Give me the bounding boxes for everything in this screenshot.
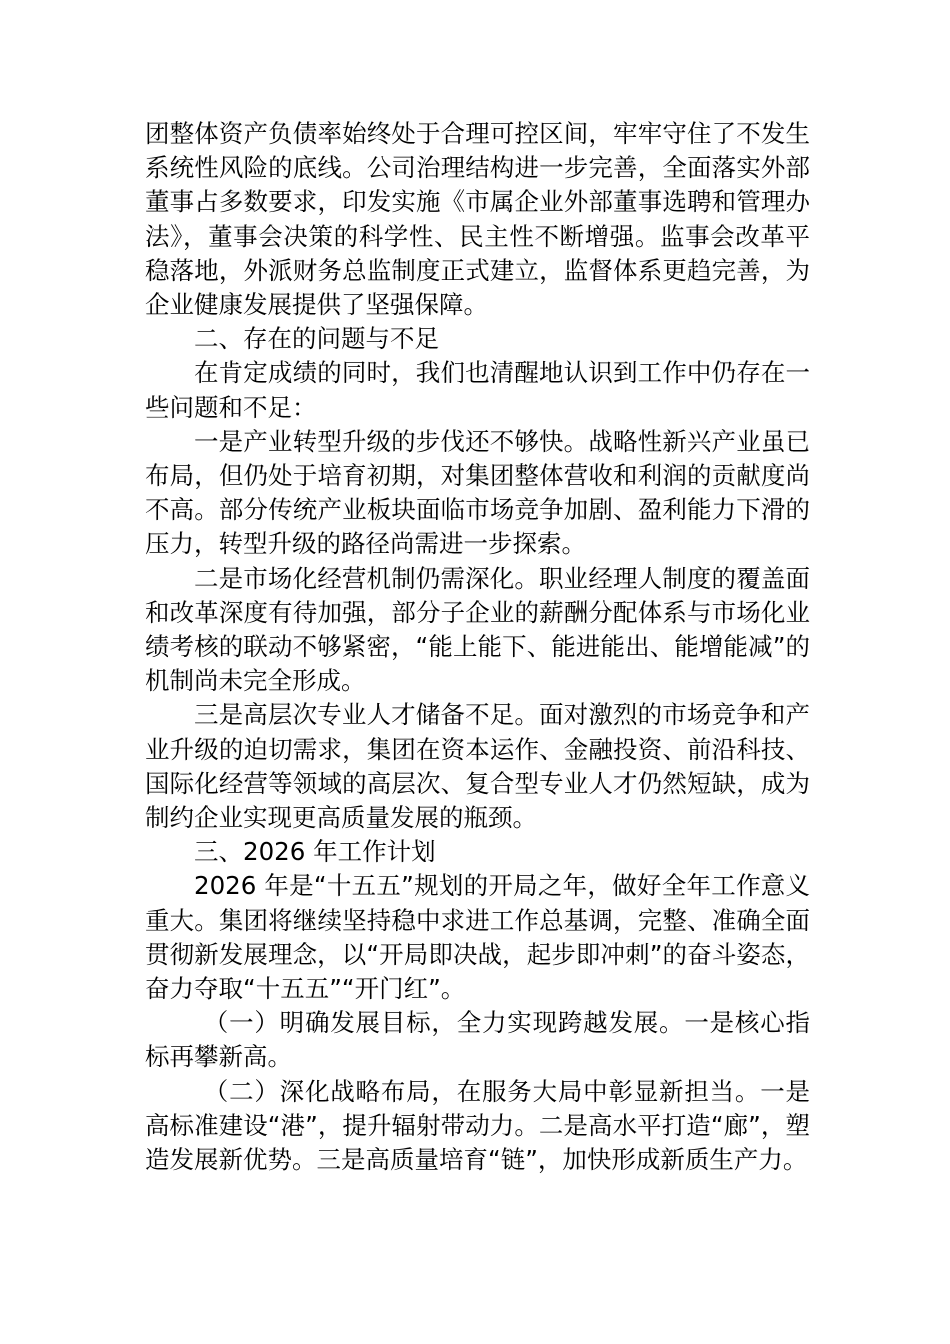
paragraph-problem-one: 一是产业转型升级的步伐还不够快。战略性新兴产业虽已布局，但仍处于培育初期，对集团整体营收和利润的贡献度尚不高。部分传统产业板块面临市场竞争加剧、盈利能力下滑的压力，转型升级的路径尚需进一步探索。 <box>145 426 810 559</box>
document-body <box>145 117 810 1177</box>
paragraph-work-plan-intro: 2026 年是“十五五”规划的开局之年，做好全年工作意义重大。集团将继续坚持稳中求进工作总基调，完整、准确全面贯彻新发展理念，以“开局即决战，起步即冲刺”的奋斗姿态，奋力夺取“十五五”“开门红”。 <box>145 871 810 1004</box>
section-heading-work-plan: 三、2026 年工作计划 <box>194 837 436 867</box>
section-heading-problems: 二、存在的问题与不足 <box>194 324 439 354</box>
paragraph-problem-two: 二是市场化经营机制仍需深化。职业经理人制度的覆盖面和改革深度有待加强，部分子企业的薪酬分配体系与市场化业绩考核的联动不够紧密，“能上能下、能进能出、能增能减”的机制尚未完全形成。 <box>145 563 810 696</box>
paragraph-problems-intro: 在肯定成绩的同时，我们也清醒地认识到工作中仍存在一些问题和不足： <box>145 358 810 422</box>
paragraph-subsection-two: （二）深化战略布局，在服务大局中彰显新担当。一是高标准建设“港”，提升辐射带动力。二是高水平打造“廊”，塑造发展新优势。三是高质量培育“链”，加快形成新质生产力。 <box>145 1076 810 1175</box>
paragraph-governance-continuation: 团整体资产负债率始终处于合理可控区间，牢牢守住了不发生系统性风险的底线。公司治理结构进一步完善，全面落实外部董事占多数要求，印发实施《市属企业外部董事选聘和管理办法》，董事会决策的科学性、民主性不断增强。监事会改革平稳落地，外派财务总监制度正式建立，监督体系更趋完善，为企业健康发展提供了坚强保障。 <box>145 119 810 320</box>
paragraph-subsection-one: （一）明确发展目标，全力实现跨越发展。一是核心指标再攀新高。 <box>145 1008 810 1072</box>
paragraph-problem-three: 三是高层次专业人才储备不足。面对激烈的市场竞争和产业升级的迫切需求，集团在资本运作、金融投资、前沿科技、国际化经营等领域的高层次、复合型专业人才仍然短缺，成为制约企业实现更高质量发展的瓶颈。 <box>145 700 810 833</box>
